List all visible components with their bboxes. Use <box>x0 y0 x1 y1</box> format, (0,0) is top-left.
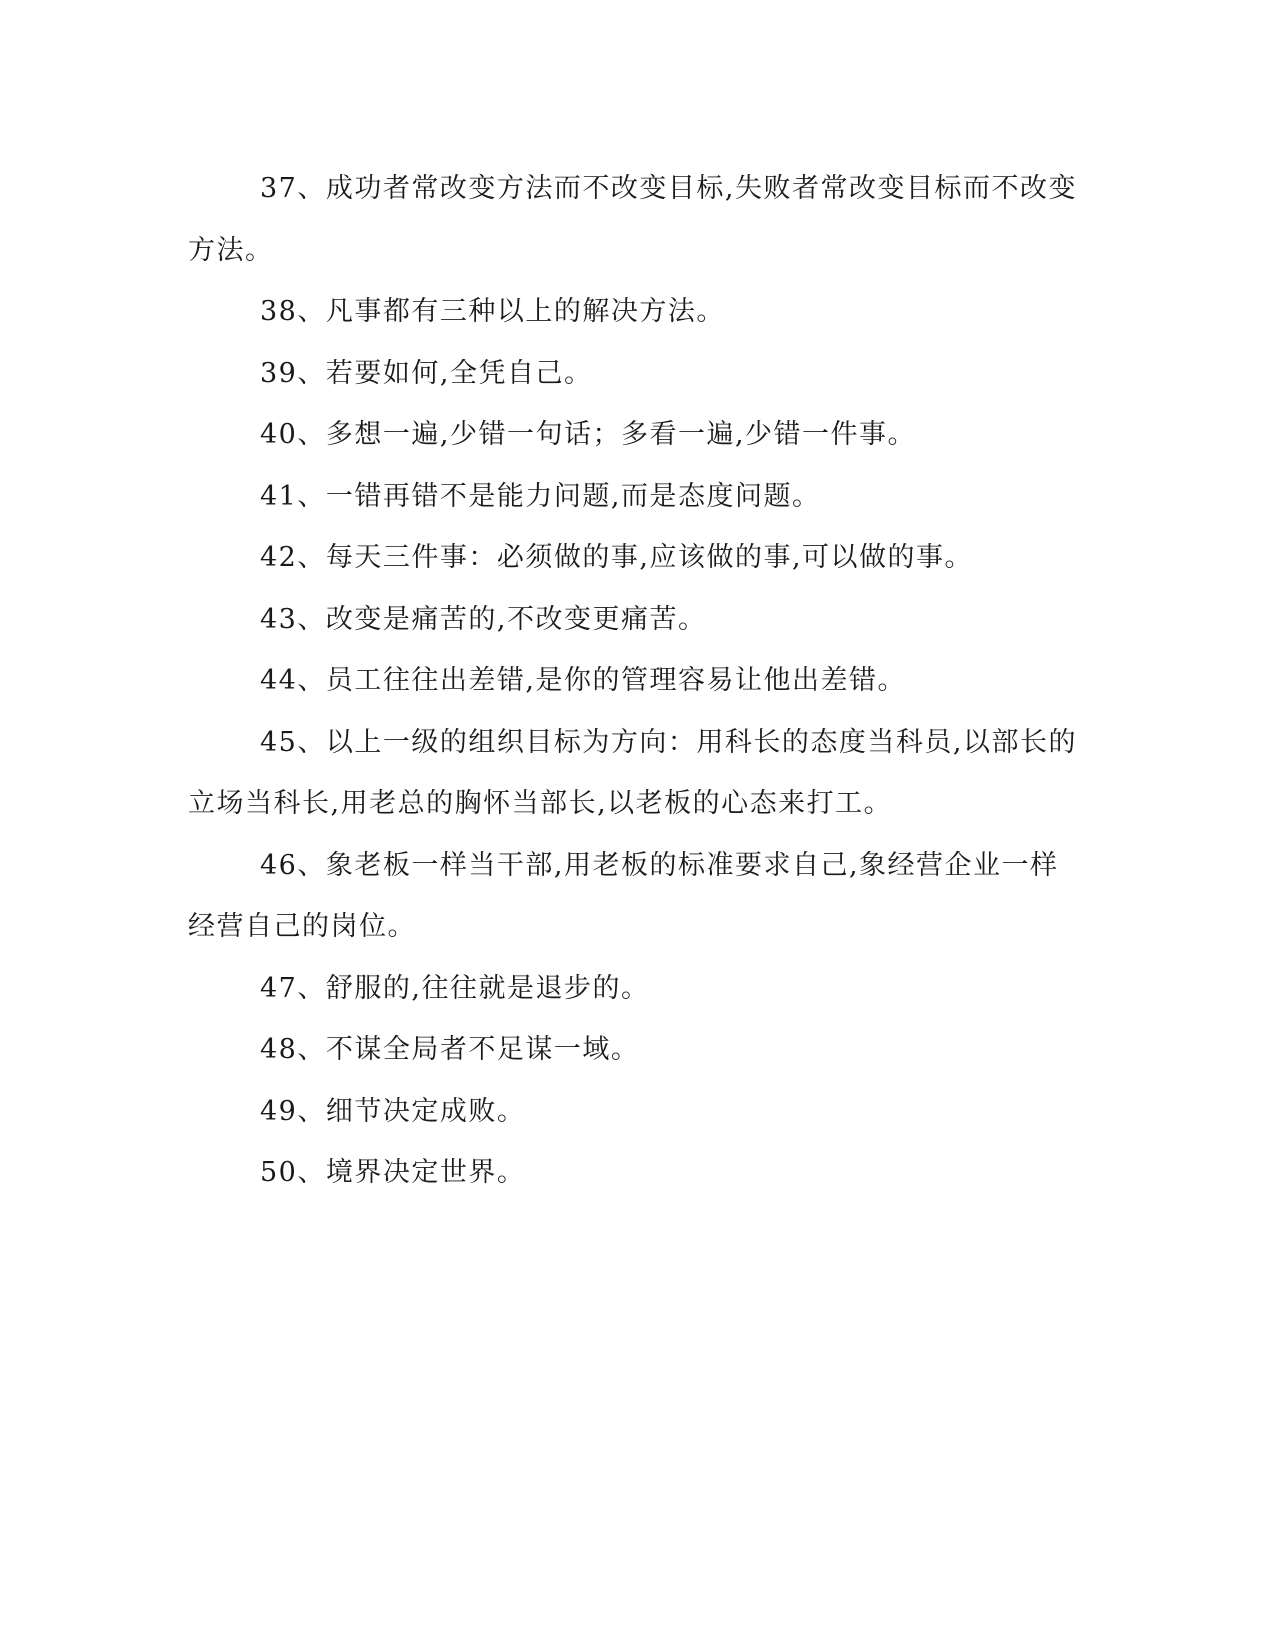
list-item: 40、多想一遍,少错一句话；多看一遍,少错一件事。 <box>260 419 917 450</box>
list-item: 49、细节决定成败。 <box>260 1095 526 1127</box>
list-item: 45、以上一级的组织目标为方向：用科长的态度当科员,以部长的立场当科长,用老总的胸怀当部长,以老板的心态来打工。 <box>188 726 1077 819</box>
document-body <box>188 158 1084 1204</box>
list-item: 42、每天三件事：必须做的事,应该做的事,可以做的事。 <box>260 542 974 573</box>
list-item: 39、若要如何,全凭自己。 <box>260 357 593 389</box>
list-item: 50、境界决定世界。 <box>260 1157 526 1188</box>
list-item: 37、成功者常改变方法而不改变目标,失败者常改变目标而不改变方法。 <box>188 173 1077 266</box>
list-item: 38、凡事都有三种以上的解决方法。 <box>260 296 725 327</box>
list-item: 47、舒服的,往往就是退步的。 <box>260 972 650 1004</box>
list-item: 44、员工往往出差错,是你的管理容易让他出差错。 <box>260 665 906 696</box>
list-item: 48、不谋全局者不足谋一域。 <box>260 1034 640 1065</box>
list-item: 46、象老板一样当干部,用老板的标准要求自己,象经营企业一样经营自己的岗位。 <box>188 849 1059 942</box>
list-item: 43、改变是痛苦的,不改变更痛苦。 <box>260 603 707 635</box>
list-item: 41、一错再错不是能力问题,而是态度问题。 <box>260 480 821 512</box>
